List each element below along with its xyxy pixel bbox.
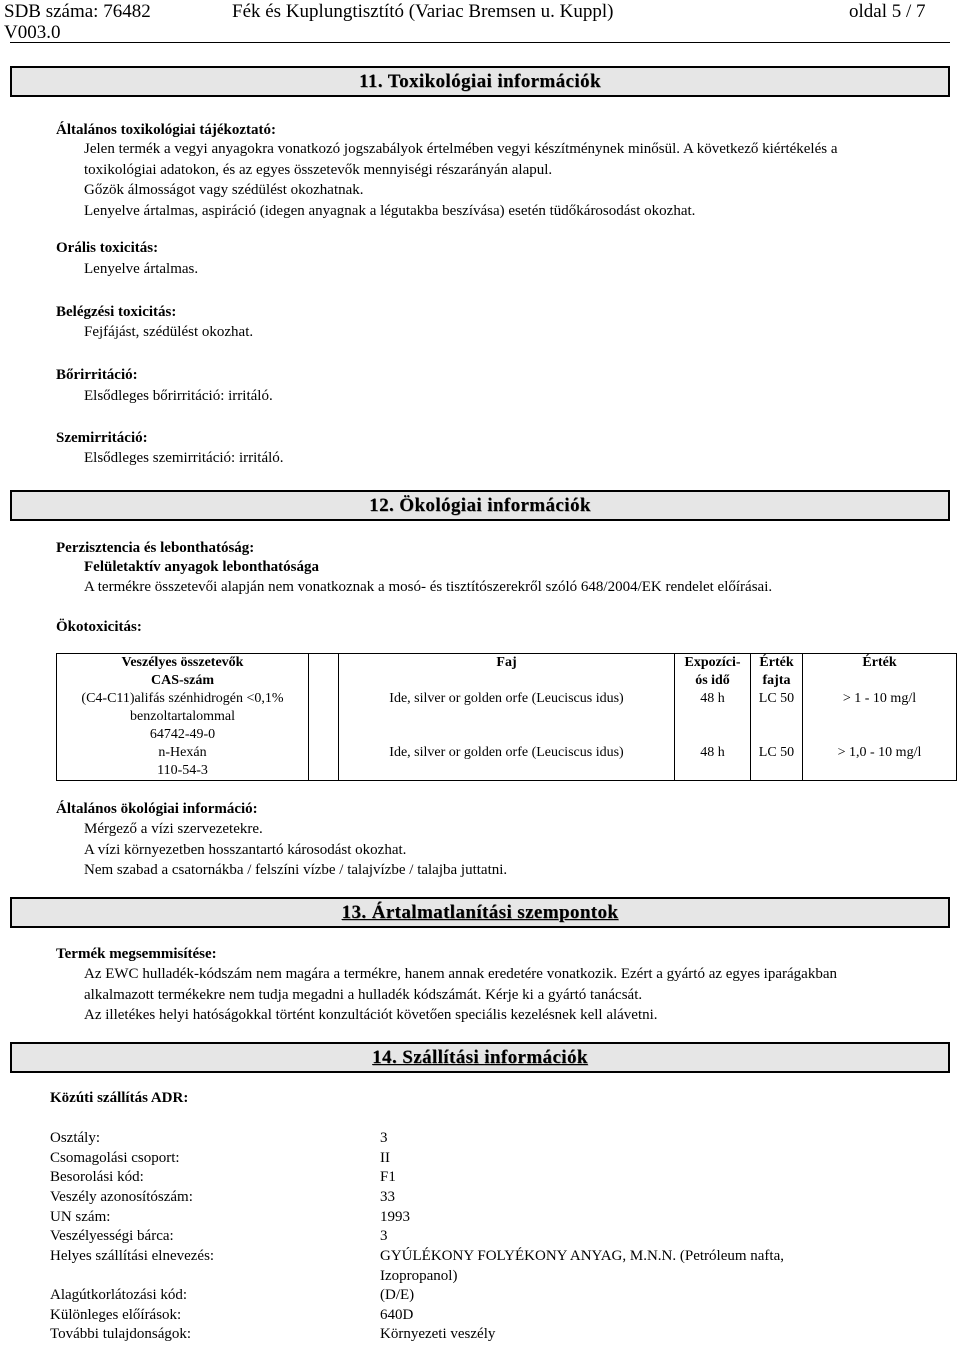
table-header-row (57, 654, 957, 691)
list-item: Alagútkorlátozási kód: (50, 1287, 188, 1303)
component-cell: n-Hexán 110-54-3 (57, 744, 309, 781)
table-row (57, 690, 957, 744)
list-item-value: 33 (380, 1189, 395, 1205)
table-row (57, 744, 957, 781)
component-cell: (C4-C11)alifás szénhidrogén <0,1% benzoltartalommal 64742-49-0 (57, 690, 309, 744)
list-item: Osztály: (50, 1130, 100, 1146)
list-item: Veszélyességi bárca: (50, 1228, 174, 1244)
persist-label: Perzisztencia és lebonthatóság: (56, 540, 255, 556)
header-value-type: Érték fajta (751, 654, 803, 691)
inhal-tox-text: Fejfájást, szédülést okozhat. (84, 324, 254, 340)
general-eco-label: Általános ökológiai információ: (56, 801, 258, 817)
header-species: Faj (339, 654, 675, 691)
page-header (0, 0, 960, 42)
list-item: Csomagolási csoport: (50, 1150, 180, 1166)
section-14-header (10, 1042, 950, 1073)
section-12-header (10, 490, 950, 521)
list-item-value: 3 (380, 1130, 388, 1146)
header-value: Érték (803, 654, 957, 691)
ecotox-label: Ökotoxicitás: (56, 619, 142, 635)
value-cell: > 1 - 10 mg/l (803, 690, 957, 744)
list-item: Helyes szállítási elnevezés: (50, 1248, 215, 1264)
list-item-value: 1993 (380, 1209, 410, 1225)
exposure-cell: 48 h (675, 744, 751, 781)
list-item: Besorolási kód: (50, 1169, 144, 1185)
header-divider (10, 42, 950, 43)
oral-tox-text: Lenyelve ártalmas. (84, 261, 199, 277)
list-item: UN szám: (50, 1209, 111, 1225)
skin-irr-label: Bőrirritáció: (56, 367, 138, 383)
value-type-cell: LC 50 (751, 690, 803, 744)
list-item-value: GYÚLÉKONY FOLYÉKONY ANYAG, M.N.N. (Petróleum nafta, (380, 1248, 785, 1264)
inhal-tox-label: Belégzési toxicitás: (56, 304, 177, 320)
species-cell: Ide, silver or golden orfe (Leuciscus idus) (339, 690, 675, 744)
eye-irr-text: Elsődleges szemirritáció: irritáló. (84, 450, 284, 466)
value-type-cell: LC 50 (751, 744, 803, 781)
header-spacer (309, 654, 339, 691)
exposure-cell: 48 h (675, 690, 751, 744)
oral-tox-label: Orális toxicitás: (56, 240, 159, 256)
header-exposure: Expozíci- ós idő (675, 654, 751, 691)
list-item: Különleges előírások: (50, 1307, 182, 1323)
page-number: oldal 5 / 7 (849, 1, 926, 22)
general-tox-label: Általános toxikológiai tájékoztató: (56, 122, 276, 138)
list-item: További tulajdonságok: (50, 1326, 192, 1342)
list-item-value: 640D (380, 1307, 414, 1323)
list-item-value: II (380, 1150, 390, 1166)
section-13-title: 13. Ártalmatlanítási szempontok (341, 901, 619, 923)
list-item-value: Környezeti veszély (380, 1326, 496, 1342)
section-12-title: 12. Ökológiai információk (369, 494, 591, 516)
section-11-header (10, 66, 950, 97)
header-components: Veszélyes összetevők CAS-szám (57, 654, 309, 691)
sdb-number: SDB száma: 76482 (4, 1, 151, 22)
product-name: Fék és Kuplungtisztító (Variac Bremsen u. Kuppl) (232, 1, 614, 22)
value-cell: > 1,0 - 10 mg/l (803, 744, 957, 781)
adr-label: Közúti szállítás ADR: (50, 1090, 189, 1106)
section-13-header (10, 897, 950, 928)
species-cell: Ide, silver or golden orfe (Leuciscus idus) (339, 744, 675, 781)
section-11-title: 11. Toxikológiai információk (359, 70, 601, 92)
section-14-title: 14. Szállítási információk (372, 1046, 588, 1068)
disposal-text: Az EWC hulladék-kódszám nem magára a termékre, hanem annak eredetére vonatkozik. Ezért a gyártó az egyes iparágakban alkalmazott termékekre nem tudja megadni a hulladék kódszámát. Kérje ki a gyártó tanácsát. Az illetékes helyi hatóságokkal történt konzultációt követően speciális kezelésnek kell alávetni. (84, 966, 837, 1023)
version: V003.0 (4, 22, 61, 43)
general-tox-text: Jelen termék a vegyi anyagokra vonatkozó jogszabályok értelmében vegyi készítménynek minősül. A következő kiértékelés a toxikológiai adatokon, és az egyes összetevők mennyiségi részarányán alapul. Gőzök álmosságot vagy szédülést okozhatnak. Lenyelve ártalmas, aspiráció (idegen anyagnak a légutakba beszívása) esetén tüdőkárosodást okozhat. (84, 141, 838, 219)
surfactant-text: A termékre összetevői alapján nem vonatkoznak a mosó- és tisztítószerekről szóló 648/2004/EK rendelet előírásai. (84, 579, 773, 595)
ecotox-table (56, 653, 957, 781)
disposal-label: Termék megsemmisítése: (56, 946, 217, 962)
general-eco-text: Mérgező a vízi szervezetekre. A vízi környezetben hosszantartó károsodást okozhat. Nem szabad a csatornákba / felszíni vízbe / talajvízbe / talajba juttatni. (84, 821, 508, 878)
list-item-value: 3 (380, 1228, 388, 1244)
list-item-value: F1 (380, 1169, 396, 1185)
list-item-value-cont: Izopropanol) (380, 1268, 458, 1284)
skin-irr-text: Elsődleges bőrirritáció: irritáló. (84, 388, 273, 404)
list-item: Veszély azonosítószám: (50, 1189, 193, 1205)
list-item-value: (D/E) (380, 1287, 415, 1303)
eye-irr-label: Szemirritáció: (56, 430, 148, 446)
surfactant-label: Felületaktív anyagok lebonthatósága (84, 559, 320, 575)
